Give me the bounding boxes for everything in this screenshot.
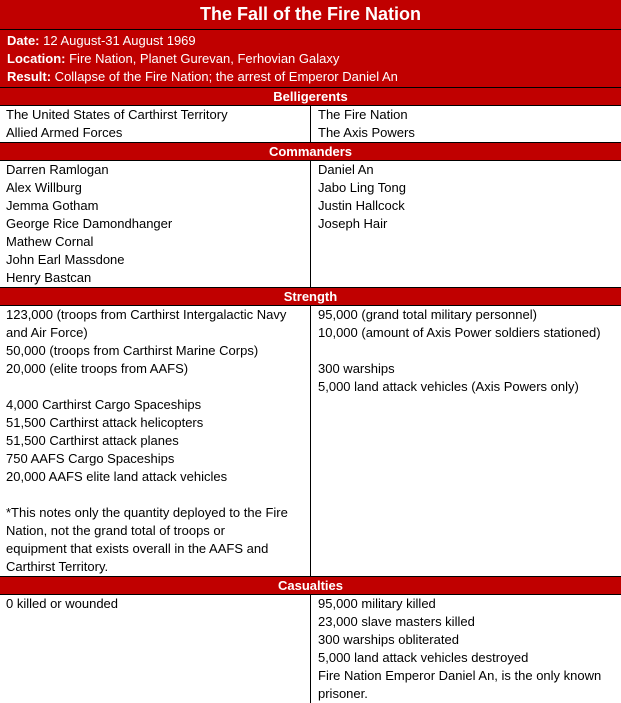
list-item: *This notes only the quantity deployed to the Fire	[6, 505, 288, 520]
list-item: 5,000 land attack vehicles destroyed	[318, 650, 529, 665]
list-item: The Axis Powers	[318, 125, 415, 140]
list-item: 20,000 (elite troops from AAFS)	[6, 361, 189, 376]
commanders-row	[0, 161, 621, 287]
list-item: 300 warships	[318, 361, 395, 376]
date-label: Date:	[7, 33, 40, 48]
section-header-commanders: Commanders	[0, 142, 621, 161]
list-item: prisoner.	[318, 686, 368, 701]
list-item: Daniel An	[318, 162, 374, 177]
spacer	[6, 486, 304, 504]
list-item: The United States of Carthirst Territory	[6, 107, 228, 122]
list-item: 10,000 (amount of Axis Power soldiers stationed)	[318, 325, 601, 340]
list-item: equipment that exists overall in the AAFS and	[6, 541, 269, 556]
list-item: Allied Armed Forces	[6, 125, 123, 140]
list-item: 20,000 AAFS elite land attack vehicles	[6, 469, 228, 484]
list-item: Darren Ramlogan	[6, 162, 109, 177]
location-value: Fire Nation, Planet Gurevan, Ferhovian Galaxy	[65, 51, 340, 66]
list-item: Fire Nation Emperor Daniel An, is the only known	[318, 668, 602, 683]
date-value: 12 August-31 August 1969	[39, 33, 196, 48]
strength-right	[311, 306, 621, 576]
list-item: Jabo Ling Tong	[318, 180, 406, 195]
belligerents-row	[0, 106, 621, 142]
list-item: 750 AAFS Cargo Spaceships	[6, 451, 175, 466]
list-item: Jemma Gotham	[6, 198, 99, 213]
list-item: 300 warships obliterated	[318, 632, 459, 647]
list-item: 95,000 (grand total military personnel)	[318, 307, 537, 322]
list-item: 4,000 Carthirst Cargo Spaceships	[6, 397, 202, 412]
list-item: Mathew Cornal	[6, 234, 94, 249]
list-item: Alex Willburg	[6, 180, 82, 195]
strength-left	[0, 306, 311, 576]
location-label: Location:	[7, 51, 66, 66]
list-item: 0 killed or wounded	[6, 596, 119, 611]
list-item: John Earl Massdone	[6, 252, 125, 267]
list-item: 23,000 slave masters killed	[318, 614, 475, 629]
list-item: 95,000 military killed	[318, 596, 436, 611]
result-value: Collapse of the Fire Nation; the arrest of Emperor Daniel An	[51, 69, 398, 84]
casualties-left	[0, 595, 311, 703]
section-header-casualties: Casualties	[0, 576, 621, 595]
list-item: Nation, not the grand total of troops or	[6, 523, 225, 538]
section-header-belligerents: Belligerents	[0, 88, 621, 106]
infobox-title: The Fall of the Fire Nation	[0, 0, 621, 30]
list-item: 123,000 (troops from Carthirst Intergalactic Navy	[6, 307, 287, 322]
belligerents-right	[311, 106, 621, 142]
list-item: George Rice Damondhanger	[6, 216, 173, 231]
result-row	[7, 68, 614, 86]
belligerents-left	[0, 106, 311, 142]
spacer	[6, 378, 304, 396]
list-item: Joseph Hair	[318, 216, 388, 231]
location-row	[7, 50, 614, 68]
result-label: Result:	[7, 69, 52, 84]
list-item: The Fire Nation	[318, 107, 408, 122]
casualties-right	[311, 595, 621, 703]
list-item: Carthirst Territory.	[6, 559, 109, 574]
strength-row	[0, 306, 621, 576]
commanders-left	[0, 161, 311, 287]
section-header-strength: Strength	[0, 287, 621, 306]
casualties-row	[0, 595, 621, 703]
list-item: Justin Hallcock	[318, 198, 405, 213]
list-item: 5,000 land attack vehicles (Axis Powers only)	[318, 379, 579, 394]
list-item: 50,000 (troops from Carthirst Marine Corps)	[6, 343, 259, 358]
commanders-right	[311, 161, 621, 287]
list-item: Henry Bastcan	[6, 270, 92, 285]
list-item: 51,500 Carthirst attack planes	[6, 433, 179, 448]
list-item: and Air Force)	[6, 325, 88, 340]
summary-block	[0, 30, 621, 88]
spacer	[318, 342, 615, 360]
date-row	[7, 32, 614, 50]
list-item: 51,500 Carthirst attack helicopters	[6, 415, 204, 430]
